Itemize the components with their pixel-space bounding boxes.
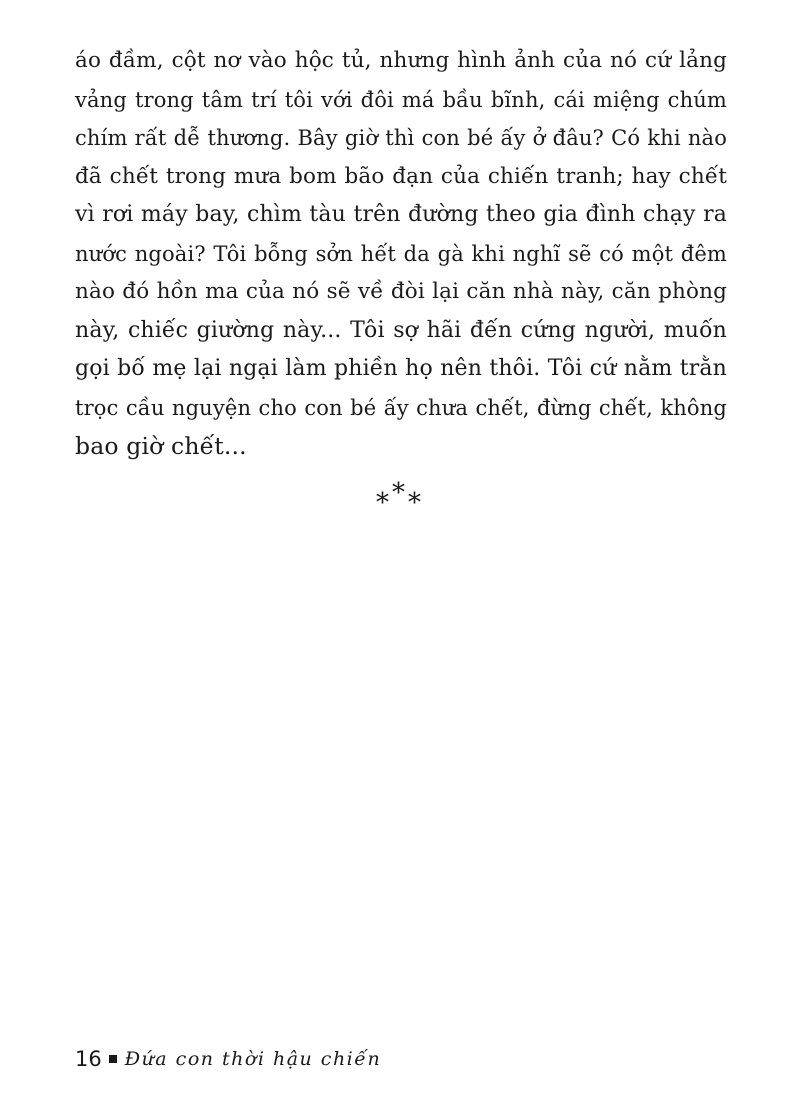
- text-line-last: bao giờ chết...: [75, 432, 247, 460]
- text-line: gọi bố mẹ lại ngại làm phiền họ nên thôi. Tôi cứ nằm trằn: [75, 356, 727, 381]
- text-line: áo đầm, cột nơ vào hộc tủ, nhưng hình ảnh của nó cứ lảng: [75, 48, 727, 73]
- text-line: vì rơi máy bay, chìm tàu trên đường theo gia đình chạy ra: [75, 202, 727, 227]
- body-paragraph: [75, 42, 727, 466]
- text-line: nào đó hồn ma của nó sẽ về đòi lại căn nhà này, căn phòng: [75, 279, 727, 304]
- text-line: nước ngoài? Tôi bỗng sởn hết da gà khi nghĩ sẽ có một đêm: [75, 241, 727, 266]
- asterisk-right: *: [408, 488, 424, 518]
- asterisk-left: *: [376, 488, 392, 518]
- square-bullet-icon: [109, 1055, 117, 1063]
- asterisk-middle: *: [392, 478, 408, 508]
- text-line: trọc cầu nguyện cho con bé ấy chưa chết, đừng chết, không: [75, 395, 727, 420]
- running-book-title: Đứa con thời hậu chiến: [124, 1048, 382, 1070]
- page-number: 16: [75, 1047, 102, 1071]
- text-line: này, chiếc giường này... Tôi sợ hãi đến cứng người, muốn: [75, 317, 727, 343]
- page-footer: [75, 1044, 381, 1074]
- text-line: vảng trong tâm trí tôi với đôi má bầu bĩnh, cái miệng chúm: [75, 87, 727, 112]
- text-line: đã chết trong mưa bom bão đạn của chiến tranh; hay chết: [75, 163, 727, 189]
- section-break-asterisks: [0, 478, 800, 518]
- text-line: chím rất dễ thương. Bây giờ thì con bé ấy ở đâu? Có khi nào: [75, 126, 727, 150]
